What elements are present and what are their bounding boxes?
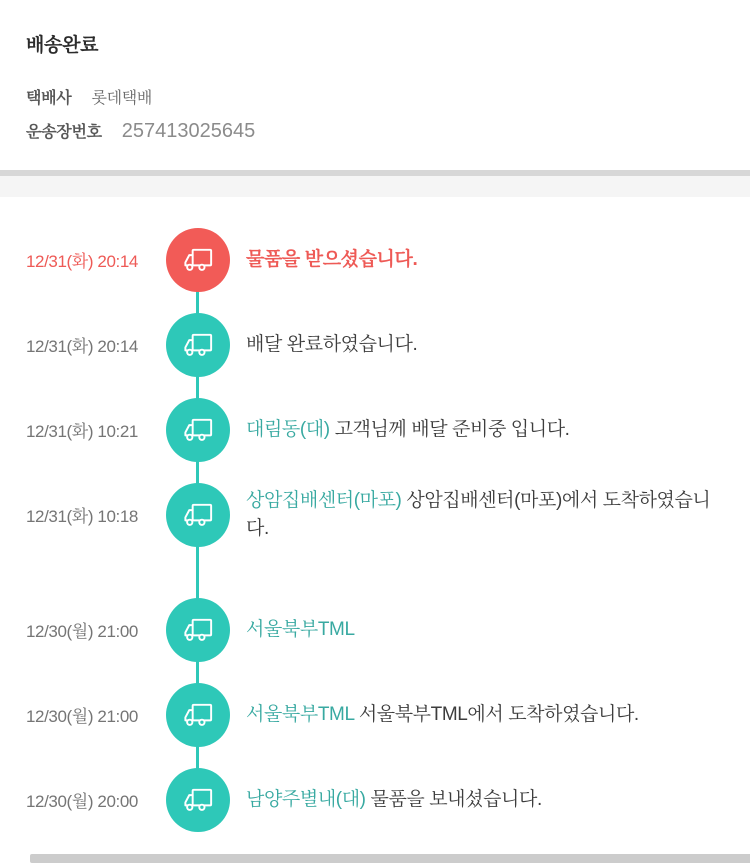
- event-datetime: 12/31(화) 20:14: [26, 252, 138, 271]
- truck-icon: [181, 703, 216, 727]
- timeline-event-row: [26, 757, 720, 842]
- event-location: 남양주별내(대): [246, 788, 366, 810]
- courier-row: [26, 85, 720, 108]
- truck-icon: [181, 418, 216, 442]
- truck-icon: [181, 503, 216, 527]
- delivery-status-title: 배송완료: [26, 35, 99, 56]
- timeline-event-row: [26, 387, 720, 472]
- event-message: [246, 701, 639, 729]
- event-datetime: 12/30(월) 21:00: [26, 622, 138, 641]
- timeline-event-row: [26, 217, 720, 302]
- timeline-event-row: [26, 472, 720, 557]
- truck-icon: [181, 618, 216, 642]
- horizontal-scrollbar[interactable]: [30, 854, 750, 863]
- event-message: [246, 786, 542, 814]
- truck-icon: [181, 248, 216, 272]
- event-location: 서울북부TML: [246, 703, 354, 725]
- event-location: 서울북부TML: [246, 618, 355, 640]
- event-text: 고객님께 배달 준비중 입니다.: [334, 418, 570, 440]
- courier-label: 택배사: [26, 90, 72, 107]
- timeline-event-row: [26, 302, 720, 387]
- courier-name: 롯데택배: [91, 90, 153, 107]
- truck-icon: [181, 788, 216, 812]
- truck-badge: [166, 398, 230, 462]
- event-location: 대림동(대): [246, 418, 330, 440]
- event-datetime: 12/31(화) 10:18: [26, 507, 138, 526]
- event-text: 서울북부TML에서 도착하였습니다.: [358, 703, 639, 725]
- shipment-header: [0, 0, 750, 143]
- event-message: [246, 487, 718, 543]
- event-location: 상암집배센터(마포): [246, 489, 402, 511]
- event-datetime: 12/31(화) 10:21: [26, 422, 138, 441]
- event-message: [246, 331, 417, 359]
- truck-badge: [166, 228, 230, 292]
- event-datetime: 12/30(월) 21:00: [26, 707, 138, 726]
- event-datetime: 12/31(화) 20:14: [26, 337, 138, 356]
- truck-badge: [166, 768, 230, 832]
- timeline-event-row: [26, 587, 720, 672]
- truck-badge: [166, 683, 230, 747]
- tracking-number-row: [26, 119, 720, 143]
- event-text: 물품을 보내셨습니다.: [370, 788, 542, 810]
- truck-badge: [166, 313, 230, 377]
- truck-badge: [166, 598, 230, 662]
- section-divider: [0, 170, 750, 197]
- event-text: 상암집배센터(마포)에서 도착하였습니다.: [246, 489, 711, 539]
- event-text: 물품을 받으셨습니다.: [246, 248, 418, 270]
- event-message: [246, 416, 570, 444]
- timeline-event-row: [26, 672, 720, 757]
- tracking-timeline: [0, 197, 750, 842]
- event-message: [246, 246, 417, 274]
- event-text: 배달 완료하였습니다.: [246, 333, 418, 355]
- event-message: [246, 616, 355, 644]
- truck-badge: [166, 483, 230, 547]
- event-datetime: 12/30(월) 20:00: [26, 792, 138, 811]
- truck-icon: [181, 333, 216, 357]
- tracking-number-label: 운송장번호: [26, 124, 102, 141]
- tracking-number: 257413025645: [121, 120, 256, 142]
